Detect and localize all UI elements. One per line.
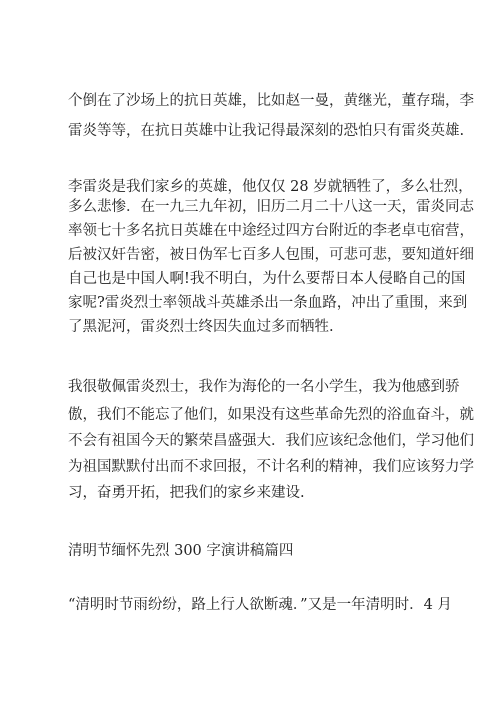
text-line: 多么悲惨．在一九三九年初，旧历二月二十八这一天，雷炎同志 <box>68 199 474 215</box>
text-line: 个倒在了沙场上的抗日英雄，比如赵一曼，黄继光，董存瑞，李 <box>68 93 474 109</box>
text-line: 李雷炎是我们家乡的英雄，他仅仅 28 岁就牺牲了，多么壮烈， <box>68 179 473 195</box>
text-line: 不会有祖国今天的繁荣昌盛强大．我们应该纪念他们，学习他们 <box>68 433 474 449</box>
text-line: 了黑泥河，雷炎烈士终因失血过多而牺牲. <box>68 319 334 335</box>
text-line: 率领七十多名抗日英雄在中途经过四方台附近的李老卓屯宿营， <box>68 223 474 239</box>
text-line: 雷炎等等，在抗日英雄中让我记得最深刻的恐怕只有雷炎英雄. <box>68 123 465 139</box>
text-line: 后被汉奸告密，被日伪军七百多人包围，可悲可悲，要知道奸细 <box>68 247 474 263</box>
text-line: 傲，我们不能忘了他们，如果没有这些革命先烈的浴血奋斗，就 <box>68 407 474 423</box>
text-line: 习，奋勇开拓，把我们的家乡来建设. <box>68 485 305 501</box>
text-line: 自己也是中国人啊!我不明白，为什么要帮日本人侵略自己的国 <box>68 271 466 287</box>
text-line: 为祖国默默付出而不求回报，不计名利的精神，我们应该努力学 <box>68 459 474 475</box>
text-line: 家呢?雷炎烈士率领战斗英雄杀出一条血路，冲出了重围，来到 <box>68 295 468 311</box>
text-line: “清明时节雨纷纷，路上行人欲断魂．”又是一年清明时．4 月 <box>68 597 452 613</box>
section-heading: 清明节缅怀先烈 300 字演讲稿篇四 <box>68 543 294 559</box>
text-line: 我很敬佩雷炎烈士，我作为海伦的一名小学生，我为他感到骄 <box>68 379 460 395</box>
